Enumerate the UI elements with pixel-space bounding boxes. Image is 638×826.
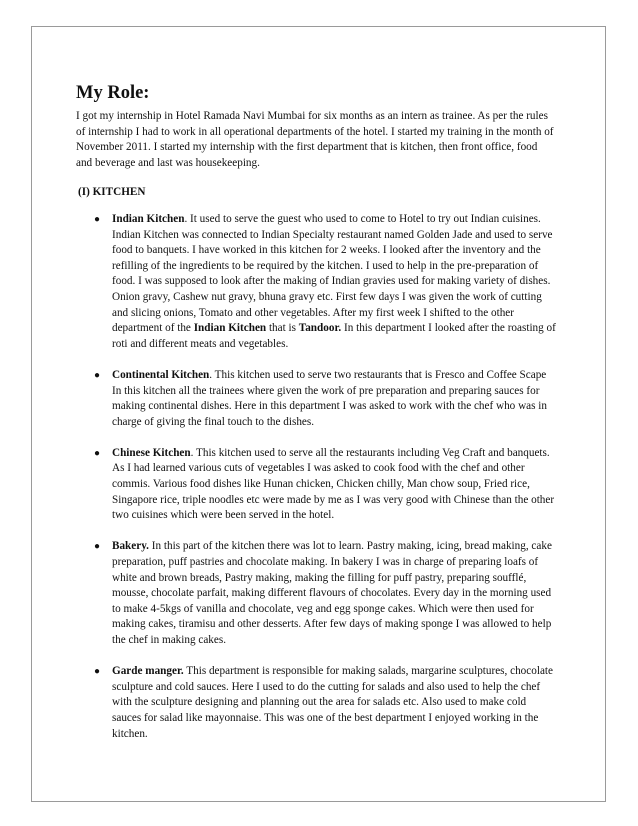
intro-paragraph: I got my internship in Hotel Ramada Navi Mumbai for six months as an intern as trainee. As per the rules of internship I had to work in all operational departments of the hotel. I started my training in the month of November 2011. I started my internship with the first department that is kitchen, then front office, food and beverage and last was housekeeping.: [76, 110, 554, 169]
bullet-icon: ●: [94, 447, 101, 459]
item-title: Garde manger.: [112, 665, 184, 678]
kitchen-department-list: [76, 212, 556, 742]
section-heading-kitchen: (I) KITCHEN: [78, 186, 146, 199]
item-text: . This kitchen used to serve all the restaurants including Veg Craft and banquets. As I had learned various cuts of vegetables I was asked to cook food with the chef and other commis. Various food dishes like Hunan chicken, Chicken chilly, Man chow soup, Fried rice, Singapore rice, triple noodles etc were made by me as I was very good with Chinese than the other two cuisines which were been served in the hotel.: [112, 446, 555, 522]
item-text: . It used to serve the guest who used to come to Hotel to try out Indian cuisines. Indian Kitchen was connected to Indian Specialty restaurant named Golden Jade and used to serve food to banquets. I have worked in this kitchen for 2 weeks. I looked after the inventory and the refilling of the ingredients to be required by the kitchen. I used to help in the pre-preparation of food. I was supposed to look after the making of Indian gravies used for making variety of dishes. Onion gravy, Cashew nut gravy, bhuna gravy etc. First few days I was given the work of cutting and slicing onions, Tomato and other vegetables. After my first week I shifted to the other department of the: [112, 212, 553, 335]
bullet-icon: ●: [94, 541, 101, 553]
bullet-icon: ●: [94, 213, 101, 225]
item-text: In this part of the kitchen there was lot to learn. Pastry making, icing, bread making, cake preparation, puff pastries and chocolate making. In bakery I was in charge of preparing loafs of white and brown breads, Pastry making, making the filling for puff pastry, preparing soufflé, mousse, chocolate parfait, making different flavours of chocolates. Every day in the morning used to make 4-5kgs of vanilla and chocolate, veg and egg sponge cakes. Which were then used for making cakes, tiramisu and other desserts. After few days of making sponge I was allowed to help the chef in making cakes.: [112, 540, 552, 646]
list-item-chinese-kitchen: [76, 446, 556, 524]
bullet-icon: ●: [94, 369, 101, 381]
item-title: Continental Kitchen: [112, 368, 210, 381]
page-title: My Role:: [76, 83, 150, 103]
bullet-icon: ●: [94, 666, 101, 678]
item-bold-text: Tandoor.: [298, 322, 342, 335]
item-bold-text: Indian Kitchen: [193, 322, 267, 335]
item-text: . This kitchen used to serve two restaurants that is Fresco and Coffee Scape In this kitchen all the trainees where given the work of pre preparation and preparing sauces for making continental dishes. Here in this department I was asked to work with the chef who was in charge of giving the final touch to the dishes.: [112, 368, 547, 428]
item-title: Bakery.: [112, 540, 149, 553]
page-content: [76, 82, 556, 758]
item-text: In this department I looked after the roasting of roti and different meats and vegetables.: [112, 322, 556, 350]
item-text: This department is responsible for making salads, margarine sculptures, chocolate sculpture and cold sauces. Here I used to do the cutting for salads and also used to help the chef with the sculpture designing and planning out the area for salads etc. Also used to make cold sauces for salad like mayonnaise. This was one of the best department I enjoyed working in the kitchen.: [112, 665, 553, 740]
list-item-indian-kitchen: [76, 212, 556, 352]
item-text: that is: [266, 322, 299, 335]
list-item-continental-kitchen: [76, 368, 556, 430]
item-title: Chinese Kitchen: [112, 446, 191, 459]
item-title: Indian Kitchen: [112, 212, 185, 225]
list-item-bakery: [76, 539, 556, 648]
list-item-garde-manger: [76, 664, 556, 742]
